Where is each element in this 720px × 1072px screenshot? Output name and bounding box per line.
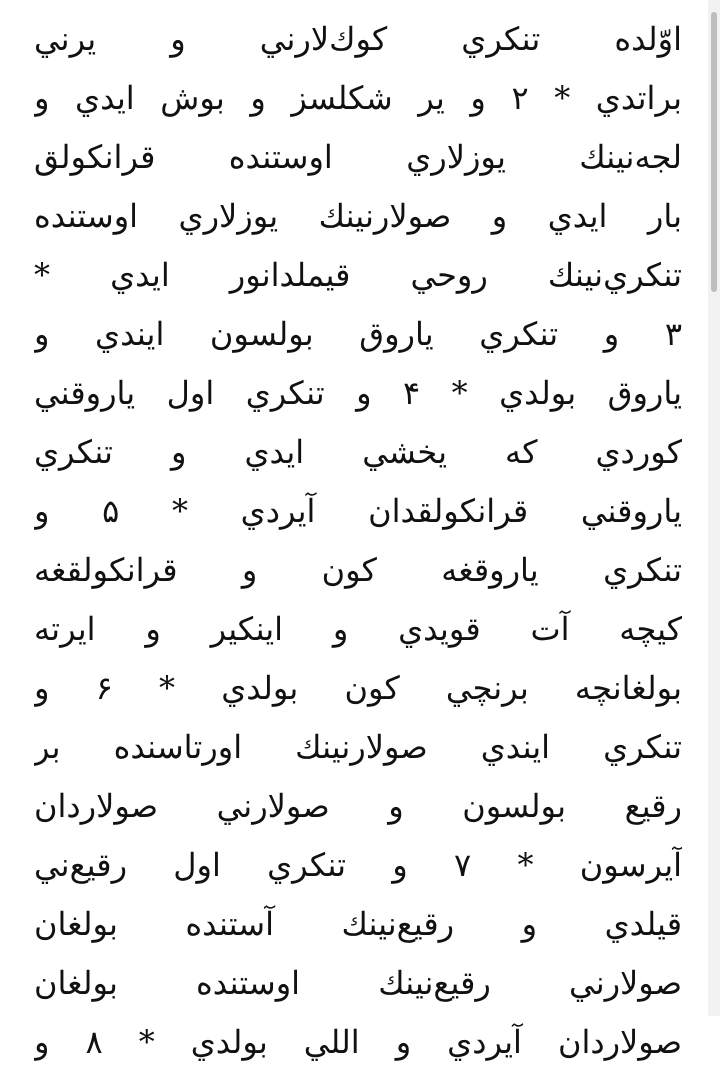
text-line-13: تنكري ايندي صولارنينك اورتاسنده بر — [34, 728, 682, 766]
text-line-4: بار ايدي و صولارنينك يوزلاري اوستنده — [34, 197, 682, 235]
text-line-8: كوردي كه يخشي ايدي و تنكري — [34, 433, 682, 471]
text-line-17: صولارني رقيع‌نينك اوستنده بولغان — [34, 964, 682, 1002]
text-line-2: براتدي * ۲ و ير شكلسز و بوش ايدي و — [34, 79, 682, 117]
text-line-11: كيچه آت قويدي و اينكير و ايرته — [34, 610, 682, 648]
text-line-14: رقيع بولسون و صولارني صولاردان — [34, 787, 682, 825]
text-line-12: بولغانچه برنچي كون بولدي * ۶ و — [34, 669, 682, 707]
text-line-6: ۳ و تنكري ياروق بولسون ايندي و — [34, 315, 682, 353]
text-line-5: تنكري‌نينك روحي قيملدانور ايدي * — [34, 256, 682, 294]
text-line-9: ياروقني قرانكولقدان آيردي * ۵ و — [34, 492, 682, 530]
vertical-scrollbar[interactable] — [708, 0, 720, 1016]
text-line-10: تنكري ياروقغه كون و قرانكولقغه — [34, 551, 682, 589]
scrollbar-thumb[interactable] — [711, 12, 717, 292]
text-line-1: اوّلده تنكري كوك‌لارني و يرني — [34, 20, 682, 58]
text-line-7: ياروق بولدي * ۴ و تنكري اول ياروقني — [34, 374, 682, 412]
text-line-3: لجه‌نينك يوزلاري اوستنده قرانكولق — [34, 138, 682, 176]
document-text — [34, 10, 682, 1072]
text-line-16: قيلدي و رقيع‌نينك آستنده بولغان — [34, 905, 682, 943]
text-line-18: صولاردان آيردي و اللي بولدي * ۸ و — [34, 1023, 682, 1061]
text-line-15: آيرسون * ۷ و تنكري اول رقيع‌ني — [34, 846, 682, 884]
